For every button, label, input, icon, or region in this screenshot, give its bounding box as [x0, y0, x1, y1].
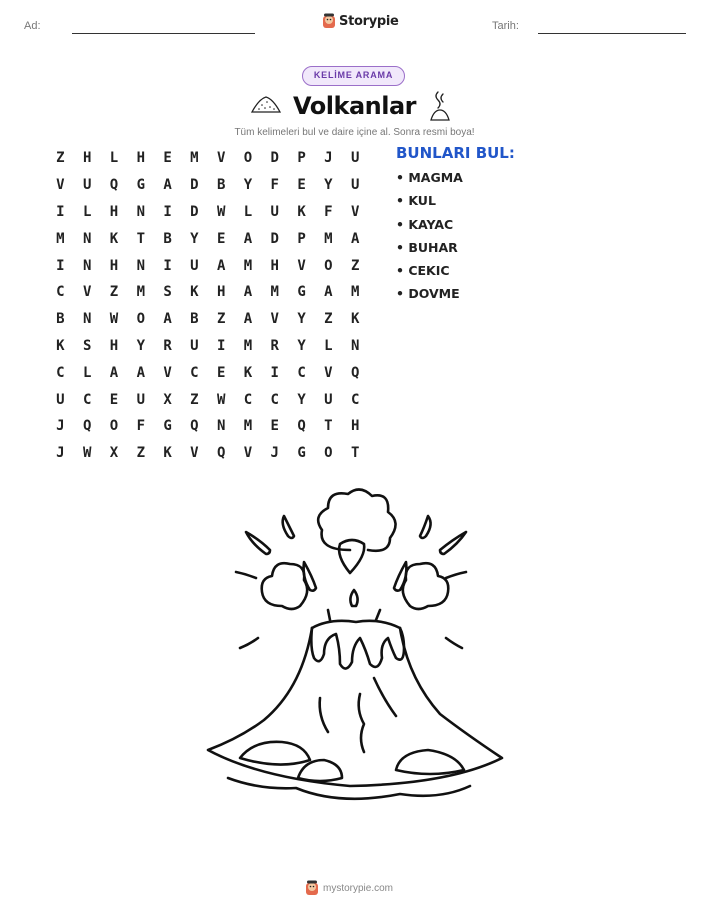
grid-cell: B [163, 230, 172, 247]
grid-cell: M [56, 230, 65, 247]
grid-cell: Z [190, 391, 199, 408]
grid-cell: J [56, 445, 65, 462]
grid-cell: I [163, 203, 172, 220]
grid-cell: U [350, 177, 360, 194]
date-line [538, 33, 686, 34]
grid-cell: M [324, 230, 333, 247]
grid-cell: V [56, 177, 65, 194]
grid-cell: A [163, 311, 172, 328]
grid-cell: P [297, 230, 306, 247]
word-list-item: • BUHAR [396, 239, 458, 255]
grid-cell: N [136, 257, 145, 274]
word-list-item: • DOVME [396, 286, 460, 302]
grid-cell: X [163, 391, 172, 408]
grid-cell: W [109, 311, 119, 328]
grid-cell: R [163, 337, 172, 354]
grid-cell: V [243, 445, 253, 462]
grid-cell: K [109, 230, 119, 247]
grid-cell: A [350, 230, 360, 247]
grid-cell: U [56, 391, 65, 408]
grid-cell: F [136, 418, 145, 435]
grid-cell: K [190, 284, 199, 301]
grid-cell: F [270, 177, 279, 194]
grid-cell: Z [56, 150, 65, 167]
grid-cell: U [190, 337, 199, 354]
grid-cell: O [324, 445, 333, 462]
grid-cell: N [82, 311, 92, 328]
word-list-item: • KAYAC [396, 216, 454, 232]
grid-cell: V [324, 364, 333, 381]
grid-cell: K [297, 203, 306, 220]
grid-cell: A [243, 284, 253, 301]
page-title: Volkanlar [293, 92, 416, 120]
grid-cell: T [136, 230, 145, 247]
grid-cell: S [163, 284, 172, 301]
grid-cell: A [243, 311, 253, 328]
grid-cell: G [297, 445, 306, 462]
grid-cell: M [190, 150, 199, 167]
grid-cell: Z [324, 311, 333, 328]
grid-cell: U [190, 257, 199, 274]
grid-cell: N [82, 257, 92, 274]
grid-cell: G [297, 284, 306, 301]
grid-cell: N [350, 337, 360, 354]
grid-cell: Q [190, 418, 199, 435]
footer [305, 880, 393, 896]
grid-cell: W [216, 203, 226, 220]
grid-cell: M [243, 257, 253, 274]
grid-cell: U [270, 203, 279, 220]
grid-cell: I [163, 257, 172, 274]
grid-cell: I [56, 257, 65, 274]
grid-cell: E [216, 230, 226, 247]
grid-cell: A [243, 230, 253, 247]
grid-cell: B [190, 311, 199, 328]
grid-cell: I [56, 203, 65, 220]
sand-pile-icon [250, 93, 282, 115]
name-label: Ad: [24, 20, 41, 32]
grid-cell: O [136, 311, 145, 328]
grid-cell: A [216, 257, 226, 274]
grid-cell: O [243, 150, 253, 167]
grid-cell: Z [216, 311, 226, 328]
word-list-item: • MAGMA [396, 170, 463, 185]
grid-cell: N [216, 418, 226, 435]
grid-cell: E [216, 364, 226, 381]
grid-cell: U [350, 150, 360, 167]
grid-cell: A [163, 177, 172, 194]
grid-cell: V [216, 150, 226, 167]
grid-cell: L [82, 364, 92, 381]
grid-cell: K [56, 337, 65, 354]
grid-cell: H [109, 257, 119, 274]
word-list-item: • KUL [396, 193, 436, 209]
grid-cell: G [136, 177, 145, 194]
date-label: Tarih: [492, 20, 519, 32]
grid-cell: V [82, 284, 92, 301]
grid-cell: W [216, 391, 226, 408]
grid-cell: L [324, 337, 333, 354]
grid-cell: L [109, 150, 119, 167]
grid-cell: C [350, 391, 360, 408]
word-list-title: BUNLARI BUL: [396, 144, 515, 162]
grid-cell: J [56, 418, 65, 435]
name-line [72, 33, 255, 34]
grid-cell: Y [243, 177, 253, 194]
grid-cell: H [136, 150, 145, 167]
brand-name: Storypie [339, 13, 399, 29]
grid-cell: C [56, 284, 65, 301]
grid-cell: C [56, 364, 65, 381]
grid-cell: D [190, 203, 199, 220]
grid-cell: B [216, 177, 226, 194]
grid-cell: C [190, 364, 199, 381]
grid-cell: E [270, 418, 279, 435]
grid-cell: M [243, 337, 253, 354]
word-search-grid [47, 145, 369, 467]
grid-cell: Q [82, 418, 92, 435]
grid-cell: A [109, 364, 119, 381]
grid-cell: J [324, 150, 333, 167]
grid-cell: K [350, 311, 360, 328]
grid-cell: Y [297, 311, 306, 328]
grid-cell: N [82, 230, 92, 247]
grid-cell: N [136, 203, 145, 220]
grid-cell: Q [297, 418, 306, 435]
grid-cell: M [270, 284, 279, 301]
grid-cell: V [190, 445, 199, 462]
grid-cell: H [350, 418, 360, 435]
grid-cell: H [270, 257, 279, 274]
word-list [396, 170, 463, 310]
volcano-illustration [200, 488, 510, 808]
grid-cell: M [136, 284, 145, 301]
grid-cell: R [270, 337, 279, 354]
grid-cell: H [82, 150, 92, 167]
grid-cell: Q [216, 445, 226, 462]
grid-cell: C [82, 391, 92, 408]
grid-cell: C [243, 391, 253, 408]
grid-cell: K [243, 364, 253, 381]
grid-cell: W [82, 445, 92, 462]
grid-cell: X [109, 445, 119, 462]
grid-cell: U [136, 391, 145, 408]
grid-cell: E [163, 150, 172, 167]
grid-cell: C [270, 391, 279, 408]
instructions: Tüm kelimeleri bul ve daire içine al. Sonra resmi boya! [234, 127, 475, 138]
grid-cell: I [270, 364, 279, 381]
grid-cell: B [56, 311, 65, 328]
grid-cell: Y [136, 337, 145, 354]
grid-cell: T [350, 445, 360, 462]
grid-cell: V [163, 364, 172, 381]
grid-cell: M [350, 284, 360, 301]
grid-cell: U [82, 177, 92, 194]
grid-cell: M [243, 418, 253, 435]
grid-cell: D [270, 150, 279, 167]
grid-cell: C [297, 364, 306, 381]
storypie-logo-icon [322, 13, 336, 29]
grid-cell: V [270, 311, 279, 328]
grid-cell: Z [109, 284, 119, 301]
grid-cell: Y [297, 337, 306, 354]
grid-cell: D [190, 177, 199, 194]
grid-cell: L [243, 203, 253, 220]
grid-cell: O [324, 257, 333, 274]
grid-cell: I [216, 337, 226, 354]
grid-cell: S [82, 337, 92, 354]
grid-cell: D [270, 230, 279, 247]
grid-cell: J [270, 445, 279, 462]
steam-icon [428, 90, 452, 122]
grid-cell: Z [350, 257, 360, 274]
grid-cell: F [324, 203, 333, 220]
grid-cell: U [324, 391, 333, 408]
grid-cell: A [136, 364, 145, 381]
grid-cell: A [324, 284, 333, 301]
grid-cell: O [109, 418, 119, 435]
grid-cell: Y [190, 230, 199, 247]
grid-cell: H [109, 203, 119, 220]
grid-cell: Y [297, 391, 306, 408]
grid-cell: V [350, 203, 360, 220]
grid-cell: V [297, 257, 306, 274]
grid-cell: Y [324, 177, 333, 194]
brand-logo [322, 13, 399, 29]
grid-cell: Q [109, 177, 119, 194]
grid-cell: T [324, 418, 333, 435]
word-list-item: • CEKIC [396, 263, 450, 279]
grid-cell: H [109, 337, 119, 354]
word-search-badge: KELİME ARAMA [302, 66, 405, 86]
grid-cell: L [82, 203, 92, 220]
storypie-logo-icon [305, 880, 319, 896]
grid-cell: E [297, 177, 306, 194]
grid-cell: P [297, 150, 306, 167]
grid-cell: K [163, 445, 172, 462]
grid-cell: E [109, 391, 119, 408]
footer-url: mystorypie.com [323, 882, 394, 894]
grid-cell: G [163, 418, 172, 435]
grid-cell: Z [136, 445, 145, 462]
grid-cell: Q [350, 364, 360, 381]
grid-cell: H [216, 284, 226, 301]
